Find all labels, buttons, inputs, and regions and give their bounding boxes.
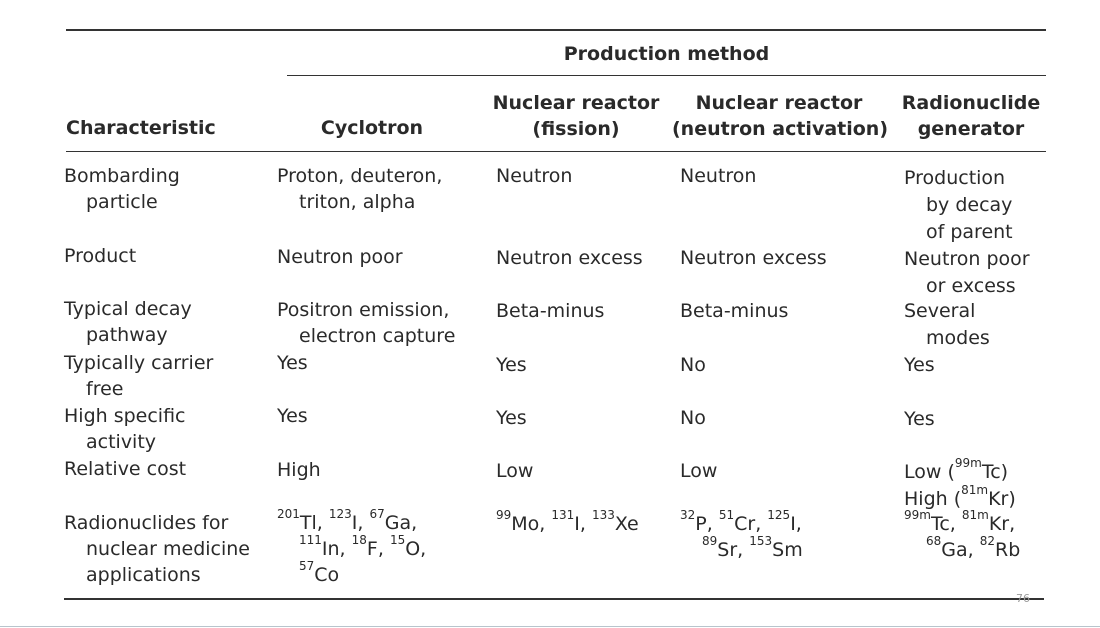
label-line: Typical decay: [64, 298, 192, 320]
cell-reactor-activation: [680, 405, 706, 431]
header-bottom-rule: [66, 151, 1046, 152]
cell-reactor-activation: [680, 458, 717, 484]
cell-line: Yes: [496, 354, 527, 376]
row-label-high-specific-activity: [64, 403, 186, 455]
cell-reactor-activation: [680, 163, 756, 189]
row-label-bombarding-particle: [64, 163, 180, 215]
cell-line: Neutron excess: [680, 247, 827, 269]
row-label-typical-decay-pathway: [64, 296, 192, 348]
cell-line: Several: [904, 300, 976, 322]
column-header-line: Cyclotron: [320, 117, 424, 139]
cell-line: High ($^{81m}$Kr): [904, 483, 1016, 510]
cell-cyclotron: [277, 507, 427, 588]
cell-generator: [904, 298, 990, 352]
cell-line: $^{99}$Mo, $^{131}$I, $^{133}$Xe: [496, 508, 639, 535]
label-line: activity: [86, 431, 157, 453]
row-label-typically-carrier-free: [64, 350, 213, 402]
table-top-rule: [66, 29, 1046, 31]
cell-line: High: [277, 459, 321, 481]
cell-line: Yes: [277, 352, 308, 374]
cell-line: Yes: [904, 354, 935, 376]
row-label-relative-cost: [64, 456, 186, 482]
cell-reactor-activation: [680, 298, 788, 324]
cell-line: $^{111}$In, $^{18}$F, $^{15}$O,: [299, 533, 427, 560]
cell-reactor-fission: [496, 405, 527, 431]
label-line: Radionuclides for: [64, 512, 229, 534]
label-line: particle: [86, 191, 158, 213]
label-line: Product: [64, 245, 137, 267]
footer-divider: [0, 626, 1100, 627]
cell-generator: [904, 406, 935, 432]
cell-line: or excess: [926, 275, 1016, 297]
cell-line: Neutron poor: [277, 246, 403, 268]
cell-line: modes: [926, 327, 990, 349]
cell-reactor-activation: [680, 508, 803, 563]
label-line: High specific: [64, 405, 186, 427]
cell-line: Low: [680, 460, 718, 482]
cell-generator: [904, 456, 1016, 513]
cell-cyclotron: [277, 457, 321, 483]
cell-line: No: [680, 407, 706, 429]
label-line: Typically carrier: [64, 352, 214, 374]
cell-line: Low ($^{99m}$Tc): [904, 456, 1009, 483]
label-line: applications: [86, 564, 201, 586]
cell-line: $^{57}$Co: [299, 559, 340, 586]
cell-line: Proton, deuteron,: [277, 165, 443, 187]
column-header-line: Characteristic: [66, 117, 216, 139]
label-line: Bombarding: [64, 165, 180, 187]
cell-reactor-fission: [496, 352, 527, 378]
cell-line: of parent: [926, 221, 1013, 243]
column-header-line: Radionuclide: [901, 92, 1041, 114]
cell-line: Neutron poor: [904, 248, 1030, 270]
column-header-reactor-activation: [672, 90, 889, 142]
cell-line: by decay: [926, 194, 1013, 216]
row-label-radionuclides: [64, 510, 250, 588]
column-header-line: (neutron activation): [672, 118, 889, 140]
cell-line: Yes: [277, 405, 308, 427]
cell-cyclotron: [277, 350, 308, 376]
cell-reactor-fission: [496, 298, 604, 324]
cell-line: $^{201}$Tl, $^{123}$I, $^{67}$Ga,: [277, 507, 418, 534]
spanner-rule: [287, 75, 1046, 76]
cell-line: Production: [904, 167, 1006, 189]
cell-generator: [904, 508, 1021, 563]
cell-cyclotron: [277, 297, 455, 349]
cell-line: triton, alpha: [299, 191, 416, 213]
cell-line: $^{99m}$Tc, $^{81m}$Kr,: [904, 508, 1016, 535]
cell-cyclotron: [277, 403, 308, 429]
cell-cyclotron: [277, 163, 442, 215]
spanner-header: Production method: [563, 43, 770, 65]
column-header-line: generator: [917, 118, 1025, 140]
table-bottom-rule: [64, 598, 1044, 600]
column-header-generator: [896, 90, 1046, 142]
column-header-cyclotron: [287, 115, 457, 141]
label-line: free: [86, 378, 124, 400]
cell-line: Neutron excess: [496, 247, 643, 269]
column-header-line: Nuclear reactor: [695, 92, 863, 114]
cell-line: $^{89}$Sr, $^{153}$Sm: [702, 534, 803, 561]
cell-line: Positron emission,: [277, 299, 450, 321]
cell-generator: [904, 352, 935, 378]
row-label-product: [64, 243, 136, 269]
column-header-line: (fission): [532, 118, 620, 140]
column-header-line: Nuclear reactor: [492, 92, 660, 114]
page-number: 76: [1016, 592, 1030, 605]
cell-line: Beta-minus: [680, 300, 789, 322]
cell-reactor-fission: [496, 458, 533, 484]
label-line: nuclear medicine: [86, 538, 250, 560]
cell-reactor-fission: [496, 508, 639, 537]
cell-reactor-activation: [680, 352, 706, 378]
label-line: pathway: [86, 324, 168, 346]
cell-line: $^{32}$P, $^{51}$Cr, $^{125}$I,: [680, 508, 802, 535]
cell-line: Yes: [904, 408, 935, 430]
cell-cyclotron: [277, 244, 403, 270]
cell-line: No: [680, 354, 706, 376]
cell-line: Yes: [496, 407, 527, 429]
cell-line: $^{68}$Ga, $^{82}$Rb: [926, 534, 1021, 561]
column-header-characteristic: [66, 115, 246, 141]
column-header-reactor-fission: [492, 90, 660, 142]
cell-line: Neutron: [680, 165, 757, 187]
cell-generator: [904, 246, 1030, 300]
cell-line: Beta-minus: [496, 300, 605, 322]
cell-line: Low: [496, 460, 534, 482]
cell-reactor-activation: [680, 245, 827, 271]
cell-line: Neutron: [496, 165, 573, 187]
cell-reactor-fission: [496, 163, 572, 189]
label-line: Relative cost: [64, 458, 187, 480]
cell-reactor-fission: [496, 245, 643, 271]
cell-generator: [904, 165, 1013, 246]
cell-line: electron capture: [299, 325, 456, 347]
